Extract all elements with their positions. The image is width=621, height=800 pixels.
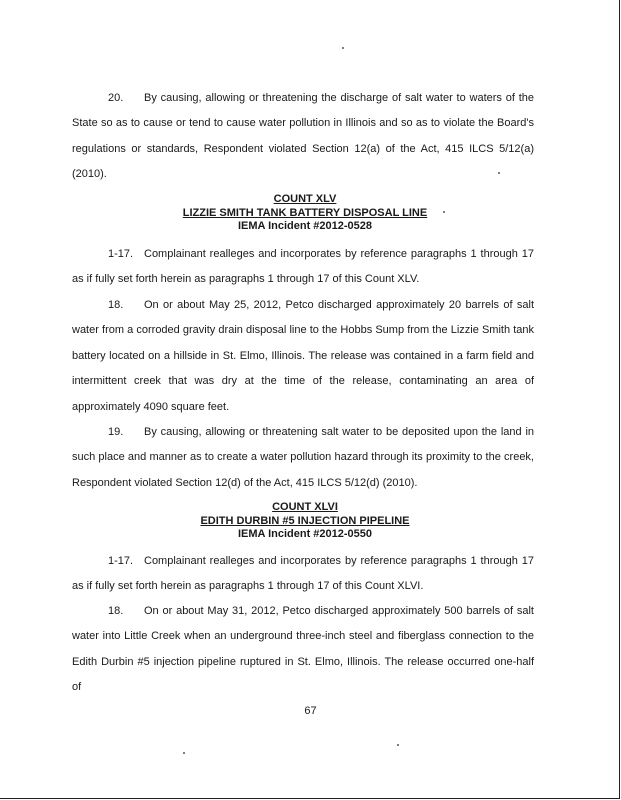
paragraph-count45-1-17	[72, 242, 534, 293]
count-title: COUNT XLVI	[272, 501, 338, 513]
count-subtitle: EDITH DURBIN #5 INJECTION PIPELINE	[200, 514, 410, 527]
scan-speck	[443, 211, 445, 213]
paragraph-count45-19	[72, 420, 534, 496]
count-xlv-heading	[72, 193, 538, 234]
paragraph-number: 20.	[108, 92, 124, 104]
paragraph-number: 1-17.	[108, 555, 134, 567]
paragraph-text: By causing, allowing or threatening salt water to be deposited upon the land in such place and manner as to create a water pollution hazard through its proximity to the creek, Respondent violated Section 12(d) of the Act, 415 ILCS 5/12(d) (2010).	[72, 426, 534, 489]
count-subtitle: LIZZIE SMITH TANK BATTERY DISPOSAL LINE	[182, 206, 428, 219]
paragraph-count45-18	[72, 293, 534, 420]
paragraph-text: Complainant realleges and incorporates by reference paragraphs 1 through 17 as if fully set forth herein as paragraphs 1 through 17 of this Count XLV.	[72, 248, 534, 286]
paragraph-number: 18.	[108, 299, 124, 311]
page-number: 67	[304, 705, 317, 717]
paragraph-count46-1-17	[72, 549, 534, 600]
incident-number: IEMA Incident #2012-0550	[237, 528, 373, 540]
paragraph-number: 19.	[108, 426, 124, 438]
count-title: COUNT XLV	[273, 193, 337, 205]
scan-speck	[498, 172, 500, 174]
scan-speck	[397, 744, 399, 746]
incident-number: IEMA Incident #2012-0528	[237, 220, 373, 232]
paragraph-20	[72, 86, 534, 188]
scan-speck	[342, 47, 344, 49]
paragraph-count46-18	[72, 599, 534, 701]
paragraph-text: On or about May 25, 2012, Petco discharged approximately 20 barrels of salt water from a corroded gravity drain disposal line to the Hobbs Sump from the Lizzie Smith tank battery located on a hillside in St. Elmo, Illinois. The release was contained in a farm field and intermittent creek that was dry at the time of the release, contaminating an area of approximately 4090 square feet.	[72, 299, 534, 413]
scan-speck	[183, 752, 185, 754]
count-xlvi-heading	[72, 501, 538, 542]
paragraph-text: Complainant realleges and incorporates by reference paragraphs 1 through 17 as if fully set forth herein as paragraphs 1 through 17 of this Count XLVI.	[72, 555, 534, 593]
paragraph-number: 18.	[108, 605, 124, 617]
paragraph-text: On or about May 31, 2012, Petco discharged approximately 500 barrels of salt water into Little Creek when an underground three-inch steel and fiberglass connection to the Edith Durbin #5 injection pipeline ruptured in St. Elmo, Illinois. The release occurred one-half of	[72, 605, 534, 694]
paragraph-number: 1-17.	[108, 248, 134, 260]
paragraph-text: By causing, allowing or threatening the discharge of salt water to waters of the State so as to cause or tend to cause water pollution in Illinois and so as to violate the Board's regulations or standards, Respondent violated Section 12(a) of the Act, 415 ILCS 5/12(a) (2010).	[72, 92, 534, 181]
